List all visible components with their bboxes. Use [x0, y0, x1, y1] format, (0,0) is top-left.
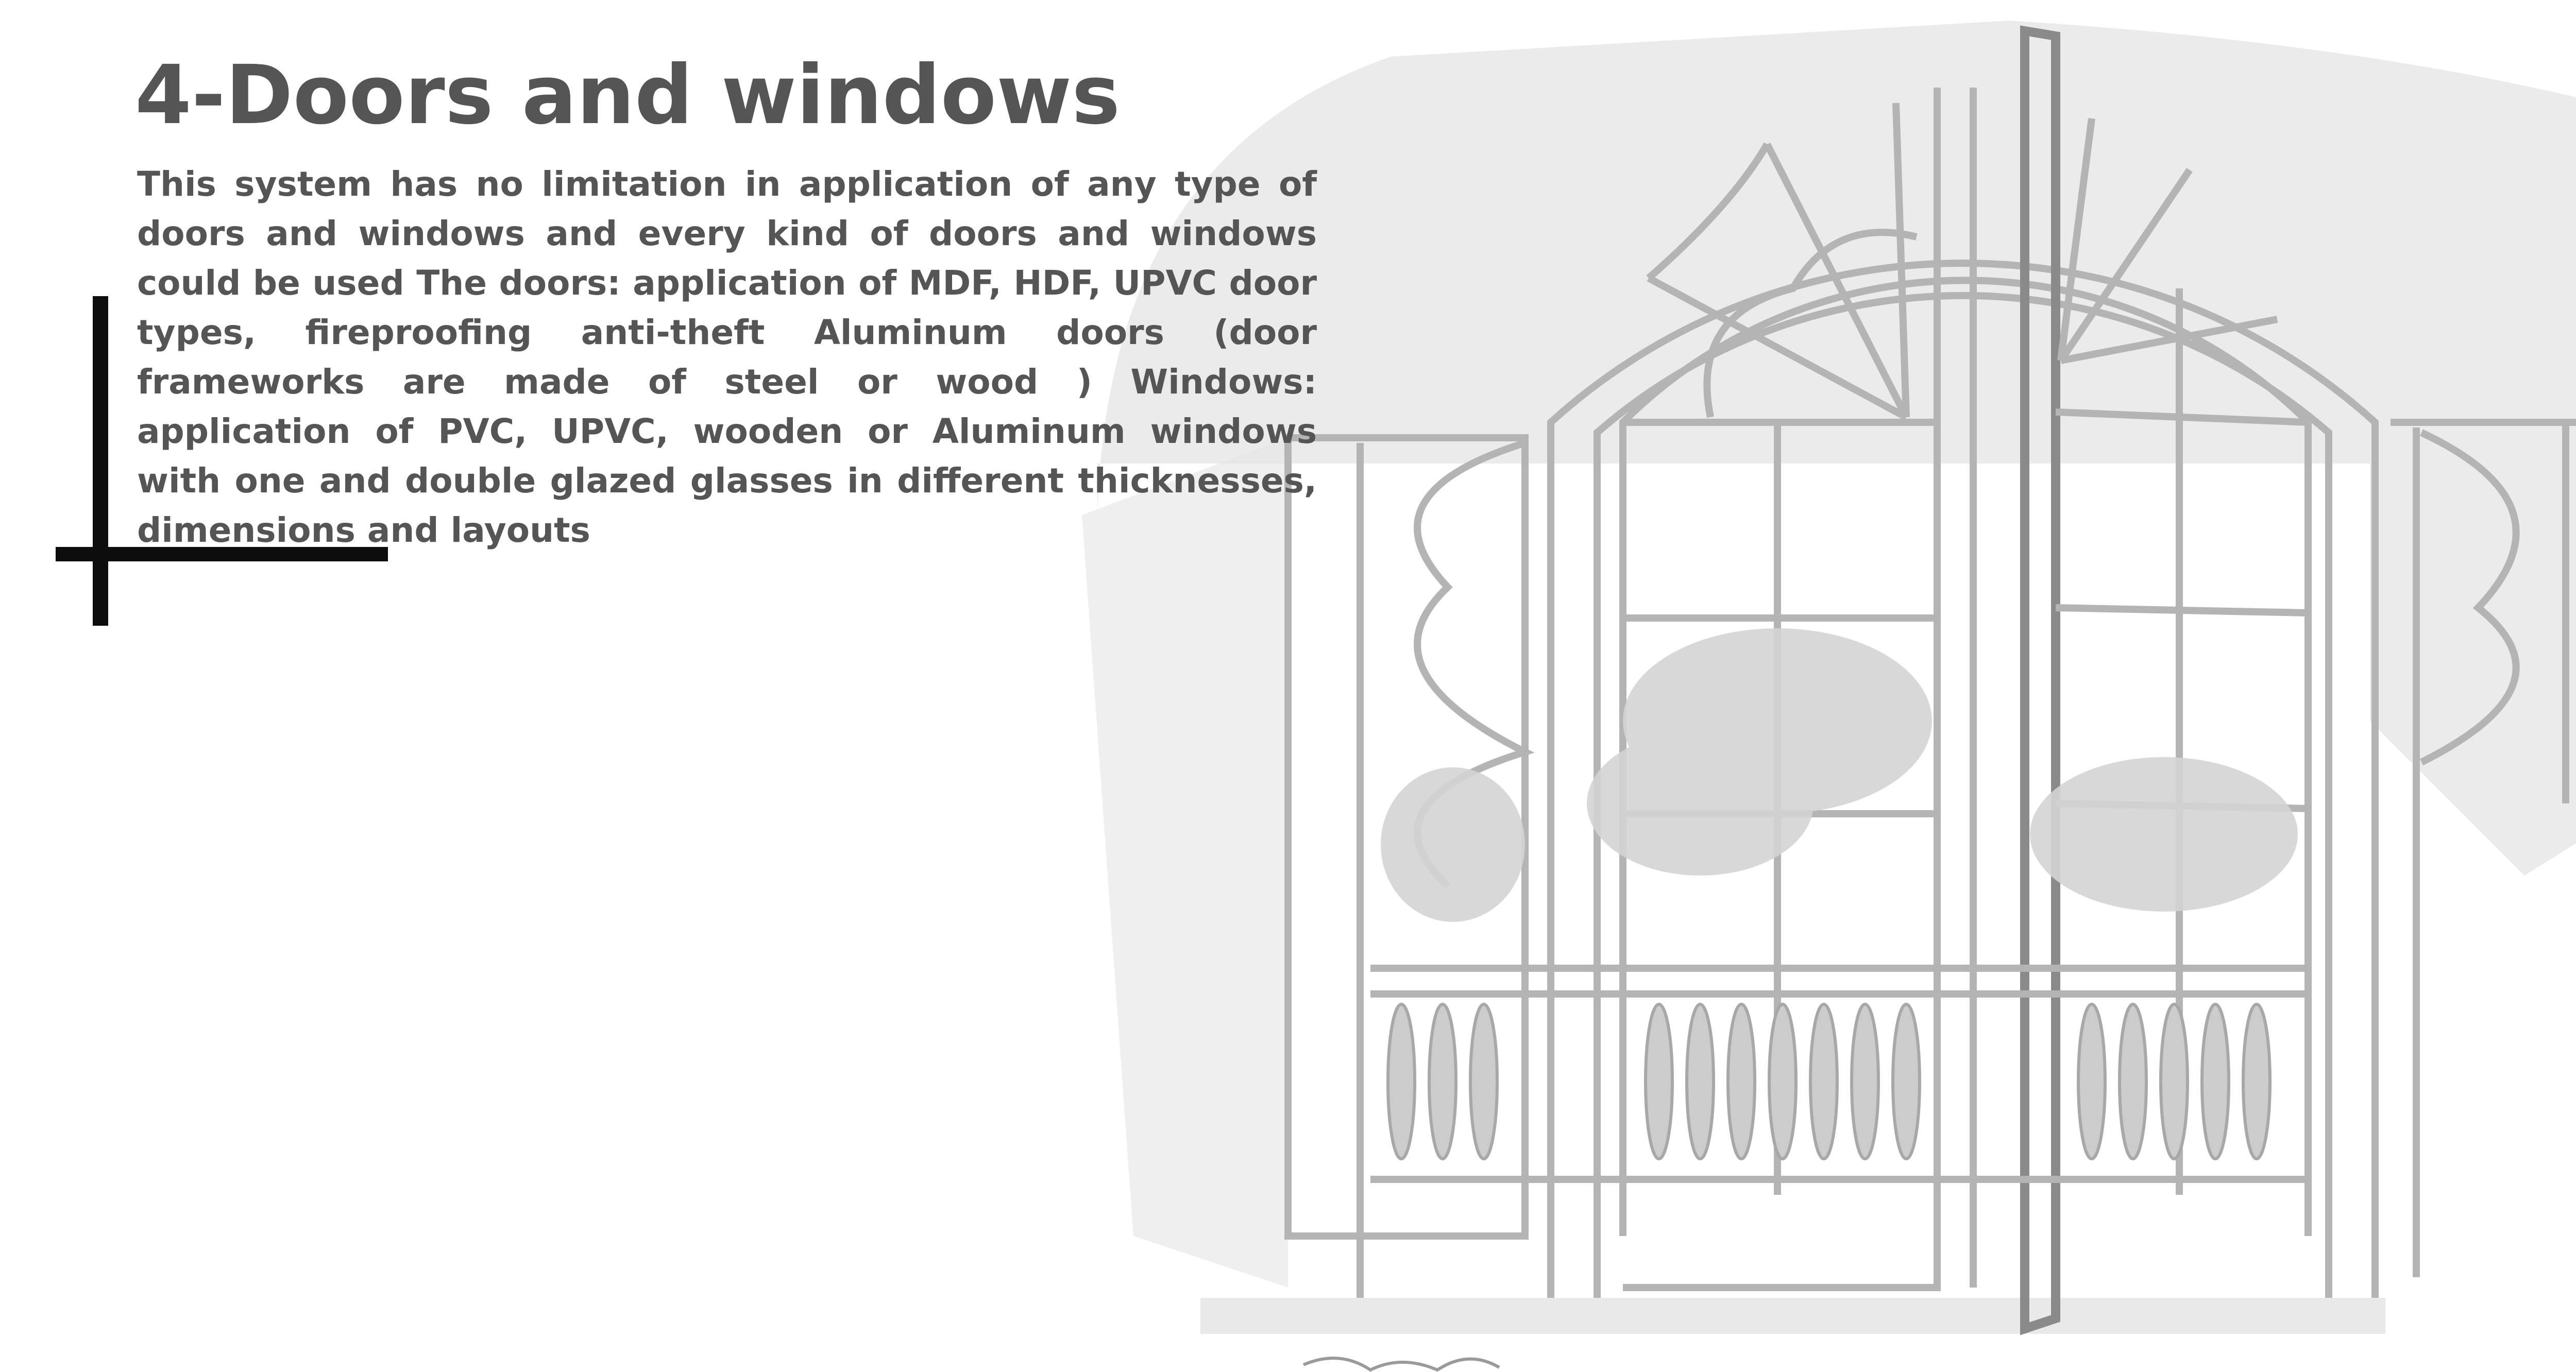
- artist-signature: [1303, 1358, 1499, 1370]
- slide-title: 4-Doors and windows: [135, 48, 1121, 143]
- balustrade-balusters: [1388, 1004, 2270, 1159]
- cross-marker-vertical-bar: [93, 296, 108, 626]
- sketch-trees: [1381, 628, 2298, 922]
- slide-body-text: This system has no limitation in application of any type of doors and windows and every kind of doors and windows could be used The doors: application of MDF, HDF, UPVC door types, fireproofing anti-theft Aluminum doors (door frameworks are made of steel or wood ) Windows: application of PVC, UPVC, wooden or Aluminum windows with one and double glazed glasses in different thicknesses, dimensions and layouts: [137, 164, 1317, 550]
